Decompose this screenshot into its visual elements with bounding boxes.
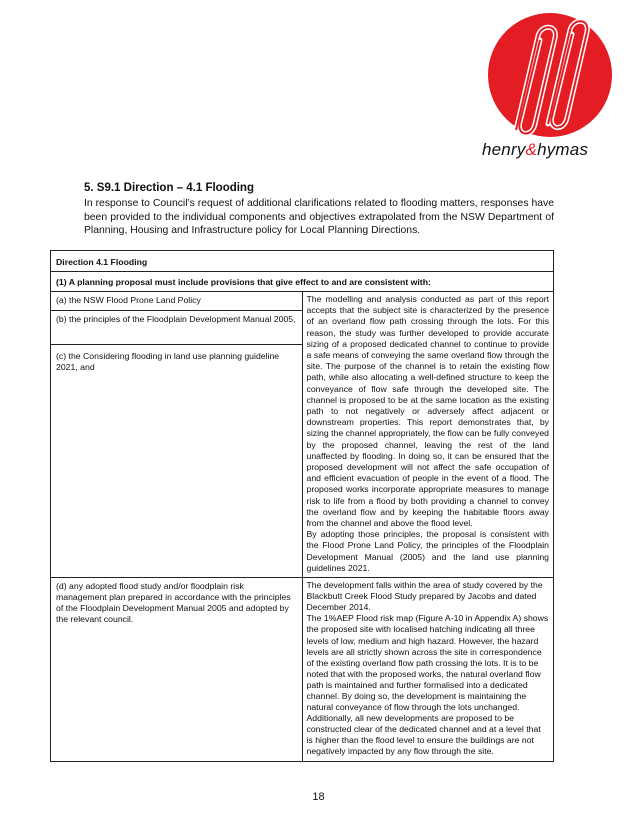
section-heading: 5. S9.1 Direction – 4.1 Flooding: [84, 182, 254, 194]
criterion-d: (d) any adopted flood study and/or floodplain risk management plan prepared in accordance with the principles of the Floodplain Development Manual 2005 and adopted by the relevant council.: [56, 581, 291, 625]
response-cell: [302, 578, 554, 762]
response-cell: [302, 292, 554, 578]
response-paragraph-2: By adopting those principles, the proposal is consistent with the Flood Prone Land Policy, the principles of the Floodplain Development Manual (2005) and the land use planning guidelines 2021.: [306, 529, 549, 573]
criteria-cell: [51, 292, 303, 578]
table-subtitle: (1) A planning proposal must include provisions that give effect to and are consistent with:: [51, 272, 554, 292]
response-paragraph-4: The 1%AEP Flood risk map (Figure A-10 in Appendix A) shows the proposed site with localised hatching indicating all three levels of low, medium and high hazard. However, the hazard levels are all strictly shown across the site in correspondence of the existing overland flow path crossing the lots. It is to be noted that with the proposed works, the natural overland flow path is maintained and further formalised into a dedicated channel. By doing so, the development is maintaining the natural conveyance of flow through the lots unchanged. Additionally, all new developments are proposed to be constructed clear of the dedicated channel and at a level that is higher than the flood level to ensure the buildings are not negatively impacted by any flow through the site.: [306, 613, 549, 757]
table-row: [51, 292, 554, 578]
table-title: Direction 4.1 Flooding: [51, 251, 554, 272]
section-intro: In response to Council’s request of additional clarifications related to flooding matters, responses have been provided to the individual components and objectives extrapolated from the NSW Department of Planning, Housing and Infrastructure policy for Local Planning Directions.: [84, 198, 554, 237]
direction-table: [50, 250, 554, 762]
criterion-c: (c) the Considering flooding in land use planning guideline 2021, and: [56, 351, 280, 373]
table-subtitle-row: [51, 272, 554, 292]
response-paragraph-1: The modelling and analysis conducted as part of this report accepts that the subject site is characterized by the presence of an overland flow path crossing through the lots. For this reason, the study was further developed to provide accurate sizing of a proposed dedicated channel to continue to provide a safe means of conveying the same overland flow through the site. The purpose of the channel is to retain the existing flow path, while also allocating a well-defined structure to keep the conveyance of flow safe through the developed site. The channel is proposed to be at the same location as the existing path to not negatively or adversely affect adjacent or downstream properties. This report demonstrates that, by sizing the channel appropriately, the flow can be fully conveyed by the proposed channel, leaving the rest of the land unaffected by flooding. In doing so, it can be ensured that the proposed development will not affect the safe occupation of and efficient evacuation of people in the event of a flood. The proposed works incorporate appropriate measures to manage risk to life from a flood by both providing a channel to convey the overland flow and by keeping the habitable floors away from the channel and above the flood level.: [306, 294, 549, 529]
brand-name-henry: henry: [482, 140, 526, 159]
brand-wordmark: [482, 140, 622, 160]
response-paragraph-3: The development falls within the area of study covered by the Blackbutt Creek Flood Study prepared by Jacobs and dated December 2014.: [306, 580, 543, 613]
table-row: [51, 578, 554, 762]
criteria-cell: [51, 578, 303, 762]
brand-ampersand: &: [525, 140, 538, 159]
page-number: 18: [312, 791, 325, 803]
brand-name-hymas: hymas: [537, 140, 589, 159]
table-title-row: [51, 251, 554, 272]
criterion-b: (b) the principles of the Floodplain Development Manual 2005,: [51, 311, 302, 345]
criterion-a: (a) the NSW Flood Prone Land Policy: [51, 292, 302, 311]
